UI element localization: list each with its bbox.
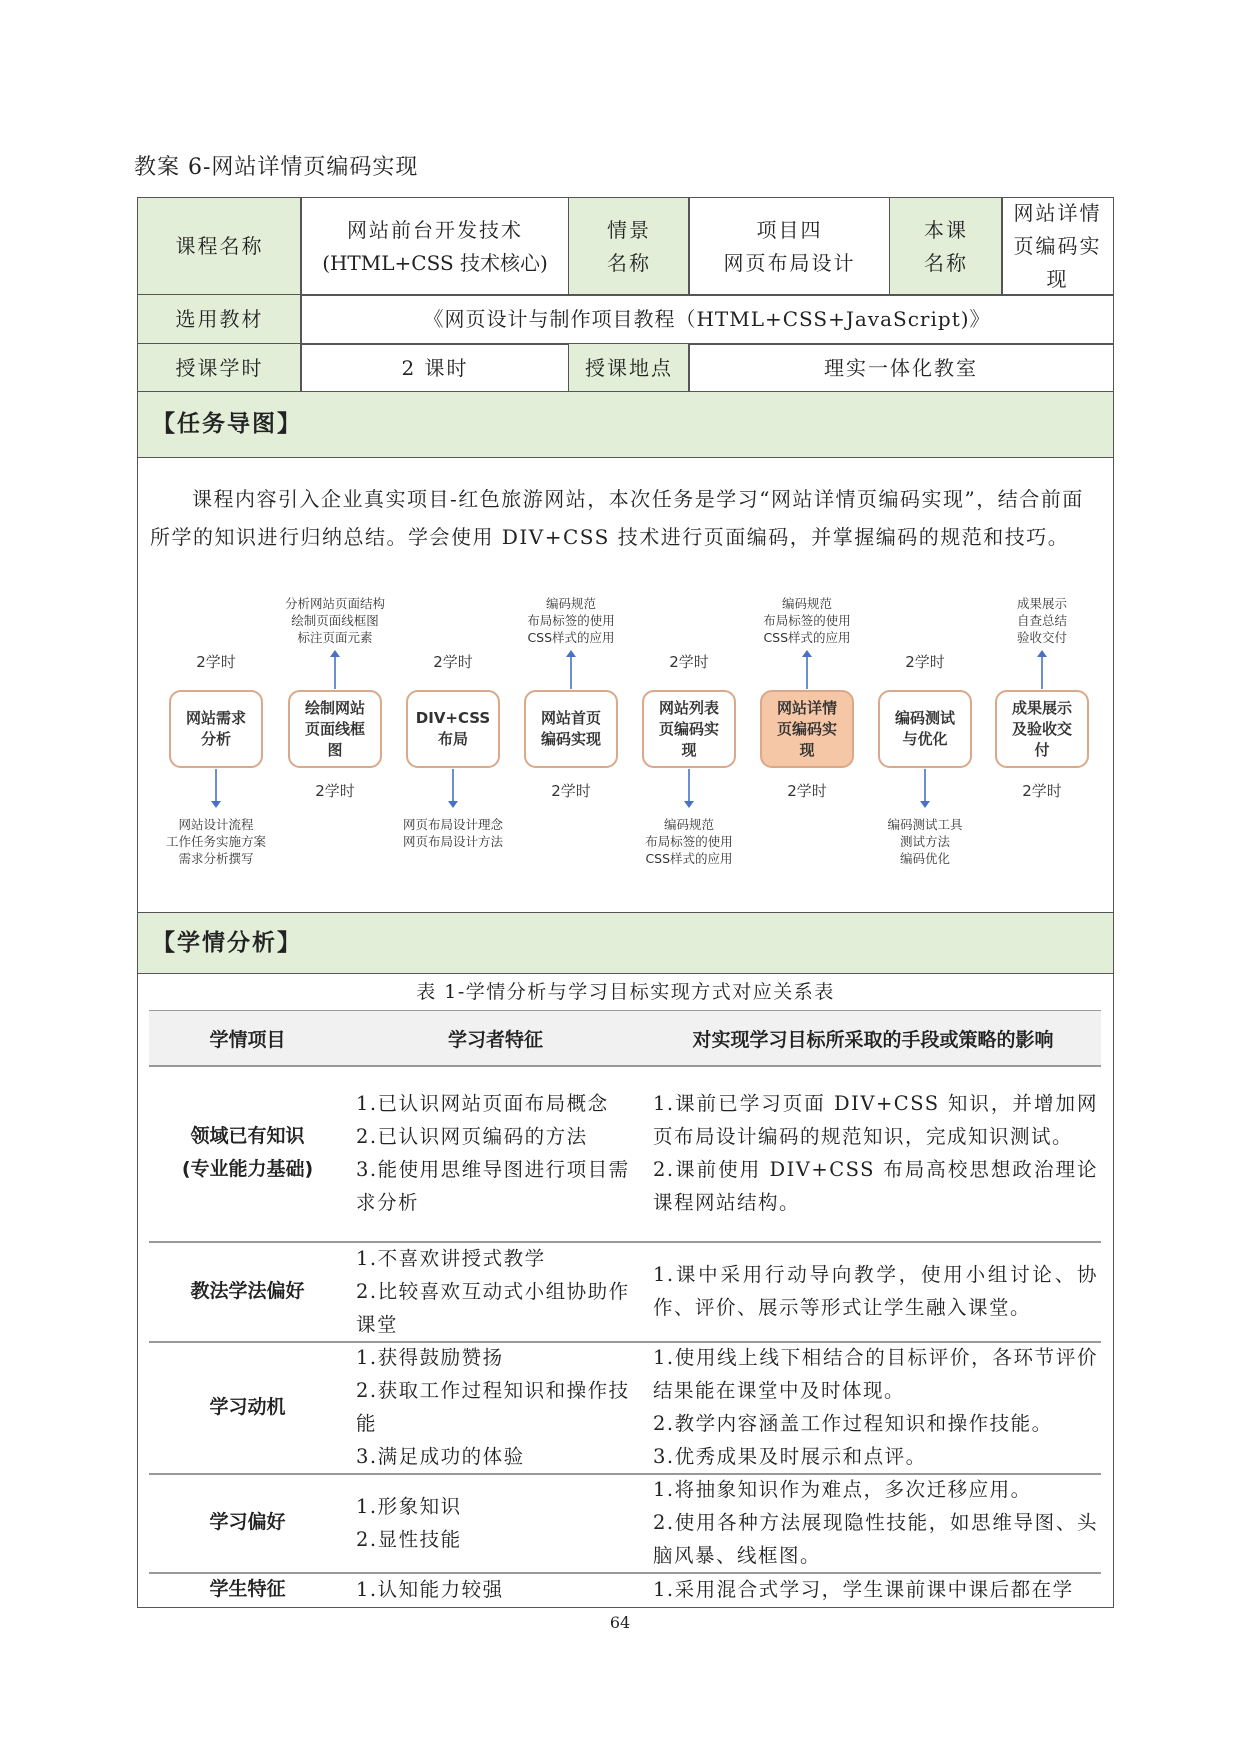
arrow-up-icon: [1041, 656, 1043, 689]
row-strategy: [653, 1065, 1098, 1241]
task-map-heading: 【任务导图】: [137, 391, 1114, 458]
place-value: 理实一体化教室: [688, 343, 1114, 393]
row-strategy-line: 2.课前使用 DIV+CSS 布局高校思想政治理论课程网站结构。: [653, 1158, 1098, 1214]
course-name-value: [300, 197, 570, 296]
arrow-down-icon: [924, 769, 926, 802]
row-strategy-line: 2.教学内容涵盖工作过程知识和操作技能。: [653, 1412, 1053, 1435]
course-name-label: 课程名称: [137, 197, 302, 296]
flow-step-note: 编码规范 布局标签的使用 CSS样式的应用: [645, 817, 733, 866]
flow-step-hours: 2学时: [787, 782, 827, 800]
textbook-value: 《网页设计与制作项目教程（HTML+CSS+JavaScript)》: [300, 294, 1114, 345]
flow-step-hours: 2学时: [1022, 782, 1062, 800]
flow-step-hours: 2学时: [669, 653, 709, 671]
row-strategy-line: 2.使用各种方法展现隐性技能，如思维导图、头脑风暴、线框图。: [653, 1511, 1098, 1567]
row-strategy-line: 1.课中采用行动导向教学，使用小组讨论、协作、评价、展示等形式让学生融入课堂。: [653, 1263, 1098, 1319]
scene-label-line2: 名称: [607, 250, 651, 275]
row-traits-line: 1.形象知识: [356, 1494, 462, 1518]
arrow-down-icon: [215, 769, 217, 802]
place-label: 授课地点: [568, 343, 690, 393]
lesson-label-line1: 本课: [924, 217, 968, 242]
flow-step-note: 网页布局设计理念 网页布局设计方法: [402, 817, 503, 849]
row-strategy-line: 1.课前已学习页面 DIV+CSS 知识，并增加网页布局设计编码的规范知识，完成知识测试。: [653, 1092, 1098, 1148]
row-traits-line: 1.获得鼓励赞扬: [356, 1346, 504, 1369]
scene-name-label: [568, 197, 690, 296]
row-traits-line: 2.已认识网页编码的方法: [356, 1125, 588, 1148]
row-item: [149, 1473, 346, 1572]
flow-step-note: 分析网站页面结构 绘制页面线框图 标注页面元素: [284, 596, 385, 645]
row-item-line: 教法学法偏好: [190, 1279, 305, 1302]
arrow-up-icon: [806, 656, 808, 689]
row-traits-line: 3.满足成功的体验: [356, 1445, 525, 1468]
document-title: 教案 6-网站详情页编码实现: [134, 155, 419, 180]
arrow-up-icon: [570, 656, 572, 689]
row-item-line: 学习偏好: [209, 1511, 286, 1533]
row-strategy: [653, 1241, 1098, 1341]
row-traits: [356, 1341, 641, 1473]
scene-label-line1: 情景: [607, 217, 651, 242]
flow-step-note: 编码规范 布局标签的使用 CSS样式的应用: [527, 596, 615, 645]
row-strategy-line: 3.优秀成果及时展示和点评。: [653, 1445, 927, 1468]
row-traits-line: 1.不喜欢讲授式教学: [356, 1246, 546, 1270]
flow-step: 网站详情页编码实现: [760, 690, 854, 768]
row-item: [149, 1572, 346, 1606]
flow-step: 编码测试与优化: [878, 690, 972, 768]
scene-value-line2: 网页布局设计: [723, 250, 856, 275]
row-strategy-line: 1.将抽象知识作为难点，多次迁移应用。: [653, 1478, 1032, 1501]
row-item: [149, 1241, 346, 1341]
row-traits: [356, 1241, 641, 1341]
row-strategy-line: 1.采用混合式学习，学生课前课中课后都在学: [653, 1577, 1074, 1601]
lesson-name-value: 网站详情页编码实现: [1001, 197, 1114, 296]
scene-value-line1: 项目四: [756, 217, 823, 242]
header-item: 学情项目: [149, 1011, 346, 1065]
row-traits-line: 1.认知能力较强: [356, 1577, 504, 1601]
flow-step: 网站列表页编码实现: [642, 690, 736, 768]
row-strategy: [653, 1473, 1098, 1572]
row-traits-line: 2.比较喜欢互动式小组协助作课堂: [356, 1279, 630, 1336]
course-name-line1: 网站前台开发技术: [347, 217, 523, 242]
flow-step-note: 成果展示 自查总结 验收交付: [1016, 596, 1067, 645]
arrow-up-icon: [334, 656, 336, 689]
flow-step: 网站需求分析: [169, 690, 263, 768]
flow-step-note: 网站设计流程 工作任务实施方案 需求分析撰写: [165, 817, 266, 866]
row-traits-line: 2.获取工作过程知识和操作技能: [356, 1379, 630, 1435]
lesson-name-label: [889, 197, 1003, 296]
row-traits: [356, 1473, 641, 1572]
flow-step-hours: 2学时: [551, 782, 591, 800]
page-number: 64: [609, 1613, 631, 1632]
flow-step: 绘制网站页面线框图: [288, 690, 382, 768]
course-name-line2: (HTML+CSS 技术核心): [322, 250, 548, 275]
flow-step: DIV+CSS布局: [406, 690, 500, 768]
row-strategy: [653, 1341, 1098, 1473]
header-traits: 学习者特征: [346, 1011, 645, 1065]
arrow-down-icon: [688, 769, 690, 802]
flow-step-hours: 2学时: [433, 653, 473, 671]
row-traits-line: 2.显性技能: [356, 1527, 462, 1551]
lesson-label-line2: 名称: [924, 250, 968, 275]
row-strategy-line: 1.使用线上线下相结合的目标评价，各环节评价结果能在课堂中及时体现。: [653, 1346, 1098, 1402]
arrow-down-icon: [452, 769, 454, 802]
hours-value: 2 课时: [300, 343, 570, 393]
scene-name-value: [688, 197, 891, 296]
flow-step-hours: 2学时: [905, 653, 945, 671]
flow-step-note: 编码规范 布局标签的使用 CSS样式的应用: [763, 596, 851, 645]
flow-step: 成果展示及验收交付: [995, 690, 1089, 768]
table-caption: 表 1-学情分析与学习目标实现方式对应关系表: [416, 981, 835, 1003]
hours-label: 授课学时: [137, 343, 302, 393]
header-strategy: 对实现学习目标所采取的手段或策略的影响: [645, 1011, 1101, 1065]
row-item: [149, 1065, 346, 1241]
analysis-heading: 【学情分析】: [137, 912, 1114, 974]
row-item-line: (专业能力基础): [181, 1158, 314, 1180]
row-item-line: 学习动机: [209, 1395, 286, 1418]
row-item: [149, 1341, 346, 1473]
header-rule: [149, 1065, 1101, 1067]
flow-step: 网站首页编码实现: [524, 690, 618, 768]
flow-step-hours: 2学时: [196, 653, 236, 671]
row-strategy: [653, 1572, 1098, 1606]
row-traits: [356, 1572, 641, 1606]
row-traits-line: 1.已认识网站页面布局概念: [356, 1092, 609, 1115]
row-item-line: 领域已有知识: [190, 1125, 305, 1147]
row-item-line: 学生特征: [209, 1577, 286, 1600]
row-traits-line: 3.能使用思维导图进行项目需求分析: [356, 1158, 630, 1214]
flow-step-hours: 2学时: [315, 782, 355, 800]
flow-step-note: 编码测试工具 测试方法 编码优化: [887, 817, 963, 866]
row-traits: [356, 1065, 641, 1241]
task-intro: 课程内容引入企业真实项目-红色旅游网站，本次任务是学习“网站详情页编码实现”，结合前面所学的知识进行归纳总结。学会使用 DIV+CSS 技术进行页面编码，并掌握编码的规范和技巧。: [150, 487, 1084, 549]
textbook-label: 选用教材: [137, 294, 302, 345]
